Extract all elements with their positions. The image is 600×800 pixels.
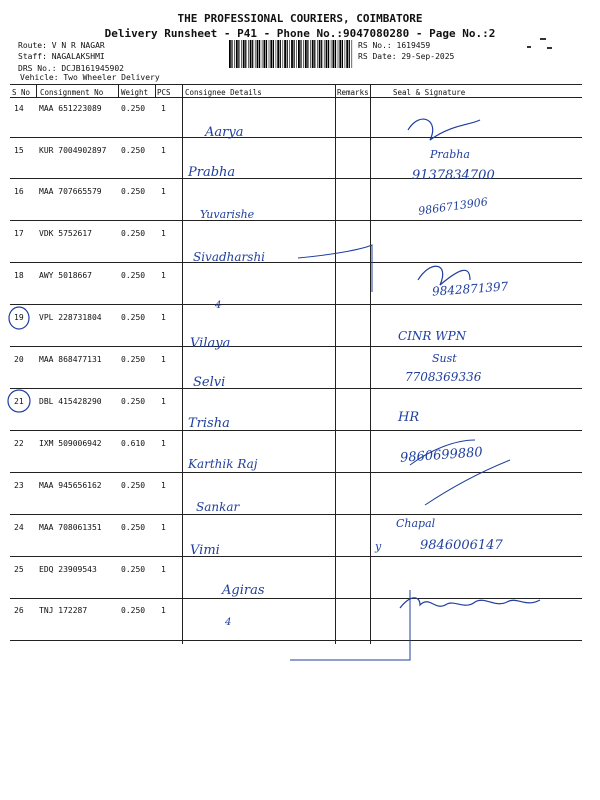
row-sno: 15 xyxy=(14,146,24,155)
barcode-bar xyxy=(280,40,281,68)
handwritten-name: Aarya xyxy=(205,125,244,140)
barcode-bar xyxy=(229,40,231,68)
row-weight: 0.250 xyxy=(121,606,146,615)
barcode-bar xyxy=(338,40,339,68)
barcode-bar xyxy=(300,40,301,68)
header-pcs: PCS xyxy=(157,88,171,97)
row-sno: 14 xyxy=(14,104,24,113)
barcode-bar xyxy=(303,40,304,68)
drs-number: DRS No.: DCJB161945902 xyxy=(18,64,124,73)
row-pcs: 1 xyxy=(161,355,166,364)
row-rule xyxy=(10,640,582,641)
row-sno: 20 xyxy=(14,355,24,364)
barcode-bar xyxy=(257,40,259,68)
row-pcs: 1 xyxy=(161,104,166,113)
signature-note: 9842871397 xyxy=(431,279,509,299)
row-pcs: 1 xyxy=(161,481,166,490)
col-divider xyxy=(36,84,37,97)
barcode-bar xyxy=(243,40,245,68)
row-rule xyxy=(10,346,582,347)
signature-note: CINR WPN xyxy=(398,329,467,343)
barcode-bar xyxy=(241,40,242,68)
barcode-bar xyxy=(317,40,318,68)
row-sno: 24 xyxy=(14,523,24,532)
col-divider xyxy=(370,84,371,644)
row-rule xyxy=(10,262,582,263)
header-remarks: Remarks xyxy=(337,88,369,97)
handwritten-name: Sankar xyxy=(196,500,240,514)
barcode-bar xyxy=(305,40,307,68)
barcode-bar xyxy=(298,40,300,68)
barcode-bar xyxy=(319,40,321,68)
barcode-bar xyxy=(289,40,290,68)
signature-note: Prabha xyxy=(430,148,470,161)
barcode-bar xyxy=(283,40,284,68)
row-consignment: TNJ 172287 xyxy=(39,606,88,615)
row-rule xyxy=(10,514,582,515)
row-consignment: VDK 5752617 xyxy=(39,229,92,238)
handwritten-name: Karthik Raj xyxy=(188,457,258,471)
barcode-bar xyxy=(352,40,353,68)
barcode-bar xyxy=(328,40,329,68)
row-weight: 0.610 xyxy=(121,439,146,448)
signature-note: 9866713906 xyxy=(417,195,489,218)
row-consignment: IXM 509006942 xyxy=(39,439,102,448)
row-rule xyxy=(10,304,582,305)
barcode-bar xyxy=(345,40,346,68)
header-rule xyxy=(10,97,582,98)
row-rule xyxy=(10,430,582,431)
row-pcs: 1 xyxy=(161,187,166,196)
barcode-bar xyxy=(307,40,308,68)
scan-mark xyxy=(527,46,531,48)
row-rule xyxy=(10,220,582,221)
row-sno: 17 xyxy=(14,229,24,238)
col-divider xyxy=(118,84,119,97)
row-pcs: 1 xyxy=(161,439,166,448)
row-weight: 0.250 xyxy=(121,229,146,238)
table-top-rule xyxy=(10,84,582,85)
handwritten-mark: 4 xyxy=(215,300,222,311)
row-sno: 21 xyxy=(14,397,24,406)
row-sno: 25 xyxy=(14,565,24,574)
handwritten-name: Vimi xyxy=(190,543,220,558)
barcode-bar xyxy=(326,40,328,68)
row-pcs: 1 xyxy=(161,606,166,615)
header-consignment: Consignment No xyxy=(40,88,104,97)
row-weight: 0.250 xyxy=(121,104,146,113)
barcode-bar xyxy=(331,40,332,68)
row-sno: 19 xyxy=(14,313,24,322)
document-subtitle: Delivery Runsheet - P41 - Phone No.:9047080280 - Page No.:2 xyxy=(104,27,496,40)
row-weight: 0.250 xyxy=(121,355,146,364)
barcode xyxy=(229,40,355,68)
header-sno: S No xyxy=(12,88,31,97)
signature-note: 7708369336 xyxy=(405,370,482,384)
barcode-bar xyxy=(314,40,315,68)
row-sno: 23 xyxy=(14,481,24,490)
row-rule xyxy=(10,137,582,138)
barcode-bar xyxy=(273,40,274,68)
handwritten-name: Prabha xyxy=(188,165,236,180)
row-consignment: MAA 651223089 xyxy=(39,104,102,113)
handwritten-name: Selvi xyxy=(193,375,226,390)
barcode-bar xyxy=(333,40,335,68)
signature-scribble xyxy=(395,590,555,620)
header-weight: Weight xyxy=(121,88,149,97)
barcode-bar xyxy=(296,40,297,68)
rs-date: RS Date: 29-Sep-2025 xyxy=(358,52,455,61)
pen-stroke xyxy=(290,590,410,660)
row-consignment: VPL 228731804 xyxy=(39,313,102,322)
barcode-bar xyxy=(277,40,279,68)
vehicle-label: Vehicle: Two Wheeler Delivery xyxy=(20,73,160,82)
row-consignment: MAA 868477131 xyxy=(39,355,102,364)
signature-note: 9846006147 xyxy=(420,538,503,553)
staff-label: Staff: NAGALAKSHMI xyxy=(18,52,105,61)
col-divider xyxy=(335,84,336,644)
barcode-bar xyxy=(231,40,232,68)
row-pcs: 1 xyxy=(161,229,166,238)
header-seal: Seal & Signature xyxy=(393,88,466,97)
scan-mark xyxy=(540,38,546,40)
row-sno: 22 xyxy=(14,439,24,448)
barcode-bar xyxy=(262,40,263,68)
row-pcs: 1 xyxy=(161,523,166,532)
barcode-bar xyxy=(342,40,343,68)
barcode-bar xyxy=(291,40,293,68)
route-label: Route: V N R NAGAR xyxy=(18,41,105,50)
row-weight: 0.250 xyxy=(121,523,146,532)
barcode-bar xyxy=(245,40,246,68)
row-consignment: DBL 415428290 xyxy=(39,397,102,406)
row-weight: 0.250 xyxy=(121,313,146,322)
row-sno: 18 xyxy=(14,271,24,280)
barcode-bar xyxy=(270,40,272,68)
signature-note: 9860699880 xyxy=(399,445,484,466)
barcode-bar xyxy=(269,40,270,68)
handwritten-name: Trisha xyxy=(188,416,230,431)
rs-number: RS No.: 1619459 xyxy=(358,41,431,50)
handwritten-mark: y xyxy=(375,540,382,553)
row-pcs: 1 xyxy=(161,313,166,322)
header-consignee: Consignee Details xyxy=(185,88,262,97)
row-weight: 0.250 xyxy=(121,146,146,155)
row-sno: 26 xyxy=(14,606,24,615)
row-consignment: MAA 708061351 xyxy=(39,523,102,532)
row-pcs: 1 xyxy=(161,397,166,406)
barcode-bar xyxy=(266,40,267,68)
barcode-bar xyxy=(324,40,325,68)
row-consignment: AWY 5018667 xyxy=(39,271,92,280)
barcode-bar xyxy=(250,40,252,68)
pen-stroke xyxy=(425,460,510,505)
barcode-bar xyxy=(255,40,256,68)
signature-note: HR xyxy=(398,410,420,425)
barcode-bar xyxy=(252,40,253,68)
scan-mark xyxy=(547,47,552,49)
row-consignment: MAA 945656162 xyxy=(39,481,102,490)
row-consignment: EDQ 23909543 xyxy=(39,565,97,574)
barcode-bar xyxy=(264,40,266,68)
barcode-bar xyxy=(234,40,235,68)
barcode-bar xyxy=(284,40,286,68)
signature-note: Sust xyxy=(432,352,457,365)
col-divider xyxy=(155,84,156,97)
handwritten-name: Vilaya xyxy=(190,336,231,351)
row-weight: 0.250 xyxy=(121,187,146,196)
row-weight: 0.250 xyxy=(121,397,146,406)
row-weight: 0.250 xyxy=(121,271,146,280)
barcode-bar xyxy=(236,40,238,68)
document-title: THE PROFESSIONAL COURIERS, COIMBATORE xyxy=(177,12,423,25)
row-consignment: KUR 7004902897 xyxy=(39,146,107,155)
row-pcs: 1 xyxy=(161,271,166,280)
row-sno: 16 xyxy=(14,187,24,196)
barcode-bar xyxy=(335,40,336,68)
row-consignment: MAA 707665579 xyxy=(39,187,102,196)
row-pcs: 1 xyxy=(161,146,166,155)
row-rule xyxy=(10,178,582,179)
barcode-bar xyxy=(238,40,239,68)
signature-note: 9137834700 xyxy=(412,168,495,183)
barcode-bar xyxy=(310,40,311,68)
handwritten-name: Sivadharshi xyxy=(193,250,266,264)
handwritten-name: Yuvarishe xyxy=(200,208,255,221)
barcode-bar xyxy=(248,40,249,68)
col-divider xyxy=(182,84,183,644)
handwritten-name: Agiras xyxy=(222,583,265,598)
barcode-bar xyxy=(287,40,288,68)
barcode-bar xyxy=(294,40,295,68)
row-weight: 0.250 xyxy=(121,481,146,490)
barcode-bar xyxy=(276,40,277,68)
barcode-bar xyxy=(346,40,348,68)
row-weight: 0.250 xyxy=(121,565,146,574)
row-pcs: 1 xyxy=(161,565,166,574)
row-rule xyxy=(10,472,582,473)
barcode-bar xyxy=(321,40,322,68)
barcode-bar xyxy=(349,40,350,68)
barcode-bar xyxy=(259,40,260,68)
barcode-bar xyxy=(312,40,314,68)
row-rule xyxy=(10,556,582,557)
handwritten-mark: 4 xyxy=(225,617,232,628)
barcode-bar xyxy=(339,40,341,68)
signature-note: Chapal xyxy=(396,517,436,530)
row-rule xyxy=(10,388,582,389)
